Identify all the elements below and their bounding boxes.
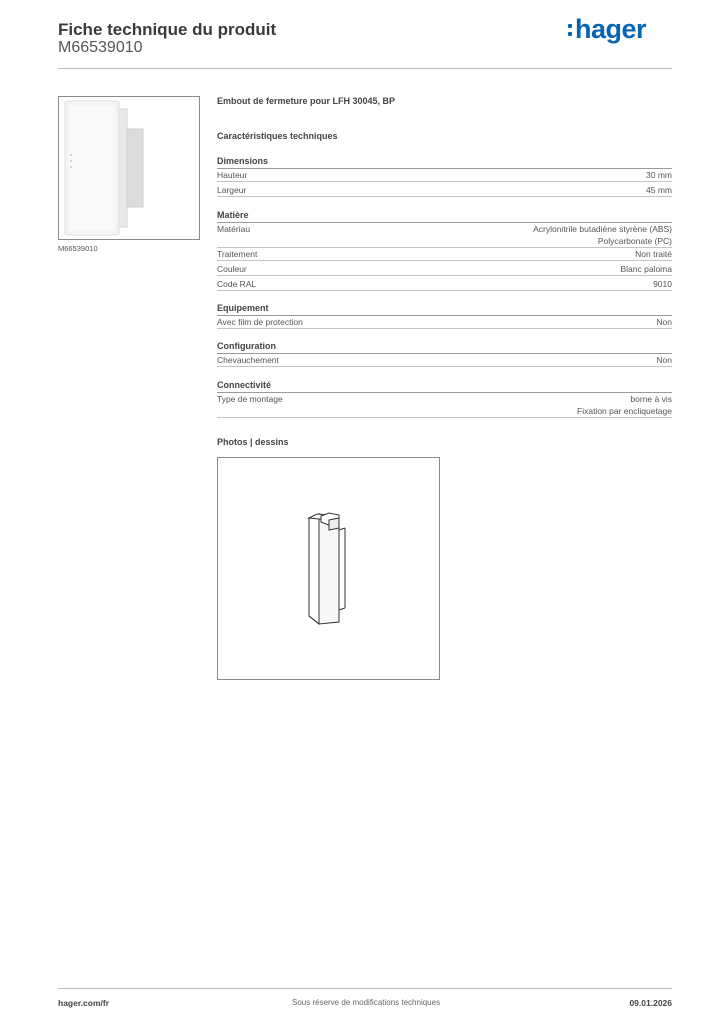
group-dimensions-title: Dimensions xyxy=(217,154,672,169)
spec-label: Largeur xyxy=(217,185,247,195)
spec-row xyxy=(217,278,672,291)
product-reference: M66539010 xyxy=(58,39,143,56)
spec-row xyxy=(217,169,672,182)
product-photo xyxy=(58,96,200,240)
spec-label: Type de montage xyxy=(217,394,283,404)
spec-value: 30 mm xyxy=(646,170,672,180)
brand-name: hager xyxy=(575,14,647,44)
group-connectivite-title: Connectivité xyxy=(217,378,672,393)
spec-value-line: Fixation par encliquetage xyxy=(577,406,672,416)
end-cap-drawing-icon xyxy=(218,458,439,679)
spec-label: Avec film de protection xyxy=(217,317,303,327)
spec-value: Non xyxy=(656,355,672,365)
spec-value-line: borne à vis xyxy=(630,394,672,404)
spec-value-line: Polycarbonate (PC) xyxy=(597,236,672,246)
logo-dots-icon xyxy=(568,24,572,36)
spec-value: Blanc paloma xyxy=(620,264,672,274)
spec-value: 45 mm xyxy=(646,185,672,195)
photo-caption: M66539010 xyxy=(58,244,98,253)
group-matiere-title: Matière xyxy=(217,208,672,223)
spec-label: Code RAL xyxy=(217,279,257,289)
footer-divider xyxy=(58,988,672,989)
footer-date: 09.01.2026 xyxy=(629,998,672,1008)
spec-row xyxy=(217,184,672,197)
spec-row xyxy=(217,316,672,329)
spec-label: Hauteur xyxy=(217,170,248,180)
group-configuration-title: Configuration xyxy=(217,339,672,354)
end-cap-photo-icon xyxy=(59,97,199,239)
technical-drawing xyxy=(217,457,440,680)
page-title: Fiche technique du produit xyxy=(58,20,277,39)
spec-value xyxy=(533,223,672,247)
product-name: Embout de fermeture pour LFH 30045, BP xyxy=(217,96,396,106)
photos-heading: Photos | dessins xyxy=(217,437,289,447)
tech-specs-heading: Caractéristiques techniques xyxy=(217,131,338,141)
spec-value: Non xyxy=(656,317,672,327)
spec-value xyxy=(577,393,672,417)
spec-label: Matériau xyxy=(217,224,251,234)
brand-logo xyxy=(568,14,646,45)
spec-label: Traitement xyxy=(217,249,258,259)
spec-row xyxy=(217,248,672,261)
footer-website: hager.com/fr xyxy=(58,998,110,1008)
spec-value: Non traité xyxy=(635,249,672,259)
spec-row xyxy=(217,354,672,367)
group-equipement-title: Equipement xyxy=(217,301,672,316)
footer-disclaimer: Sous réserve de modifications techniques xyxy=(292,998,441,1007)
spec-row xyxy=(217,393,672,418)
spec-row xyxy=(217,223,672,248)
header-divider xyxy=(58,68,672,69)
spec-row xyxy=(217,263,672,276)
spec-label: Chevauchement xyxy=(217,355,279,365)
spec-label: Couleur xyxy=(217,264,247,274)
spec-value-line: Acrylonitrile butadiène styrène (ABS) xyxy=(533,224,672,234)
spec-value: 9010 xyxy=(653,279,672,289)
